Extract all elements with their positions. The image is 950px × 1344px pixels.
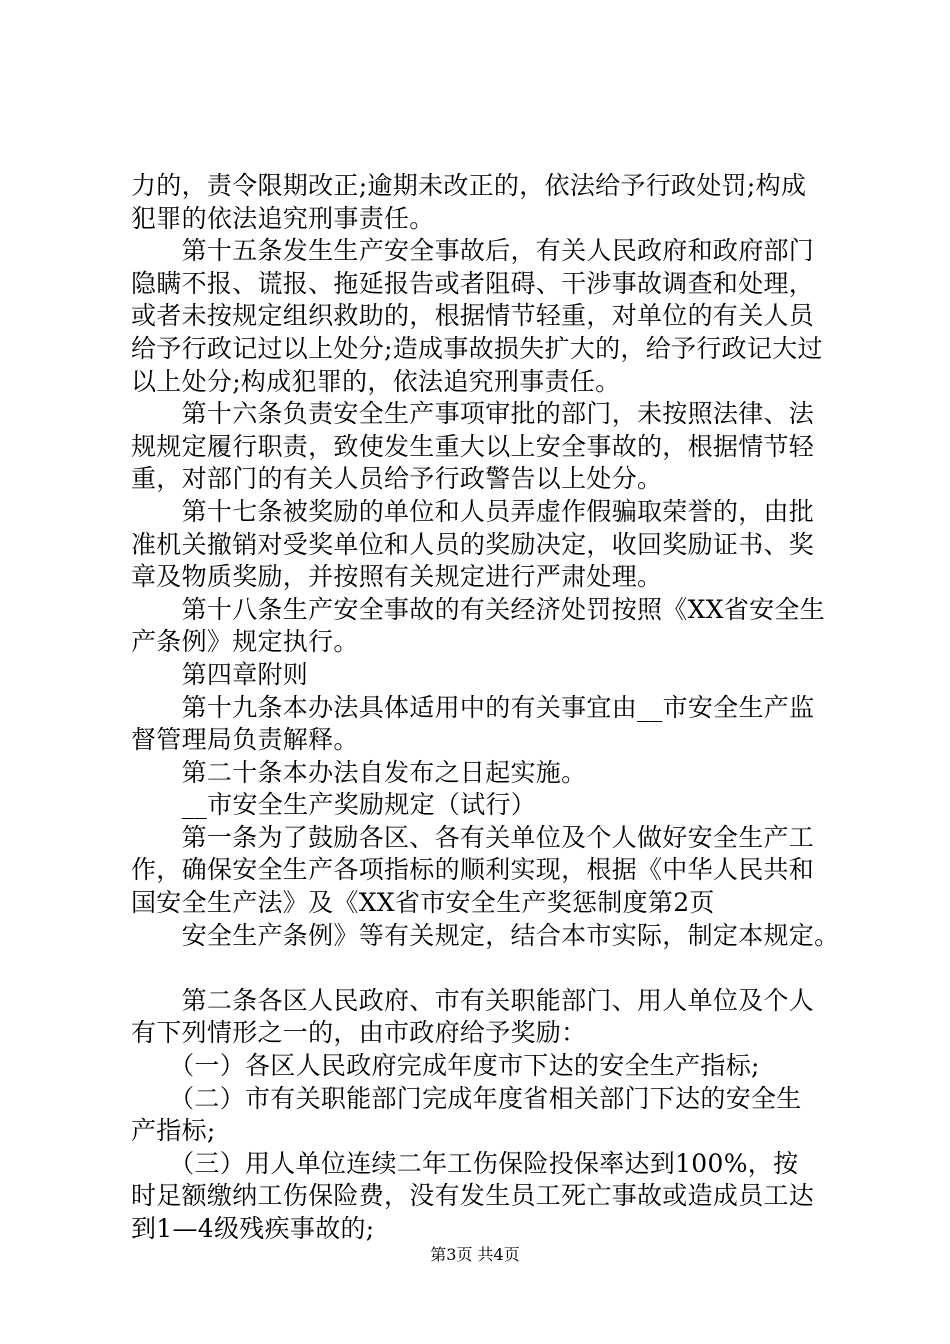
text-line: 第一条为了鼓励各区、各有关单位及个人做好安全生产工 bbox=[131, 822, 815, 852]
text-line: 重，对部门的有关人员给予行政警告以上处分。 bbox=[131, 464, 663, 494]
text-line: 力的，责令限期改正;逾期未改正的，依法给予行政处罚;构成 bbox=[131, 171, 807, 200]
text-line: 第十八条生产安全事故的有关经济处罚按照《XX省安全生 bbox=[131, 594, 825, 624]
text-line: __市安全生产奖励规定（试行） bbox=[131, 790, 537, 820]
text-line: （三）用人单位连续二年工伤保险投保率达到100%，按 bbox=[131, 1148, 799, 1178]
page-footer: 第3页 共4页 bbox=[430, 1245, 520, 1264]
text-line: （一）各区人民政府完成年度市下达的安全生产指标; bbox=[131, 1051, 760, 1081]
text-line: 到1—4级残疾事故的; bbox=[131, 1214, 375, 1243]
text-line: 第十六条负责安全生产事项审批的部门，未按照法律、法 bbox=[131, 399, 815, 429]
text-line: 作，确保安全生产各项指标的顺利实现，根据《中华人民共和 bbox=[131, 855, 815, 885]
text-line: 以上处分;构成犯罪的，依法追究刑事责任。 bbox=[131, 366, 621, 396]
text-line: 国安全生产法》及《XX省市安全生产奖惩制度第2页 bbox=[131, 888, 715, 918]
text-line: 规规定履行职责，致使发生重大以上安全事故的，根据情节轻 bbox=[131, 431, 815, 461]
text-line: 隐瞒不报、谎报、拖延报告或者阻碍、干涉事故调查和处理， bbox=[131, 268, 815, 298]
text-line: 有下列情形之一的，由市政府给予奖励： bbox=[131, 1018, 587, 1048]
text-line: 或者未按规定组织救助的，根据情节轻重，对单位的有关人员 bbox=[131, 301, 815, 331]
text-line: 第十九条本办法具体适用中的有关事宜由__市安全生产监 bbox=[131, 692, 815, 722]
text-line: 第十七条被奖励的单位和人员弄虚作假骗取荣誉的，由批 bbox=[131, 496, 815, 526]
text-line: 给予行政记过以上处分;造成事故损失扩大的，给予行政记大过 bbox=[131, 333, 823, 363]
text-line: 产条例》规定执行。 bbox=[131, 627, 359, 657]
text-line: 章及物质奖励，并按照有关规定进行严肃处理。 bbox=[131, 562, 663, 592]
blank-line bbox=[131, 952, 851, 985]
text-line: 时足额缴纳工伤保险费，没有发生员工死亡事故或造成员工达 bbox=[131, 1181, 815, 1211]
text-line: （二）市有关职能部门完成年度省相关部门下达的安全生 bbox=[131, 1083, 802, 1113]
text-line: 第二条各区人民政府、市有关职能部门、用人单位及个人 bbox=[131, 985, 815, 1015]
text-line: 第十五条发生生产安全事故后，有关人民政府和政府部门 bbox=[131, 236, 815, 266]
text-line: 安全生产条例》等有关规定，结合本市实际，制定本规定。 bbox=[131, 920, 840, 950]
text-line: 督管理局负责解释。 bbox=[131, 725, 359, 755]
document-body bbox=[131, 170, 851, 1246]
text-line: 准机关撤销对受奖单位和人员的奖励决定，收回奖励证书、奖 bbox=[131, 529, 815, 559]
text-line: 产指标; bbox=[131, 1116, 216, 1146]
text-line: 犯罪的依法追究刑事责任。 bbox=[131, 203, 435, 233]
text-line: 第四章附则 bbox=[131, 659, 309, 689]
text-line: 第二十条本办法自发布之日起实施。 bbox=[131, 757, 587, 787]
